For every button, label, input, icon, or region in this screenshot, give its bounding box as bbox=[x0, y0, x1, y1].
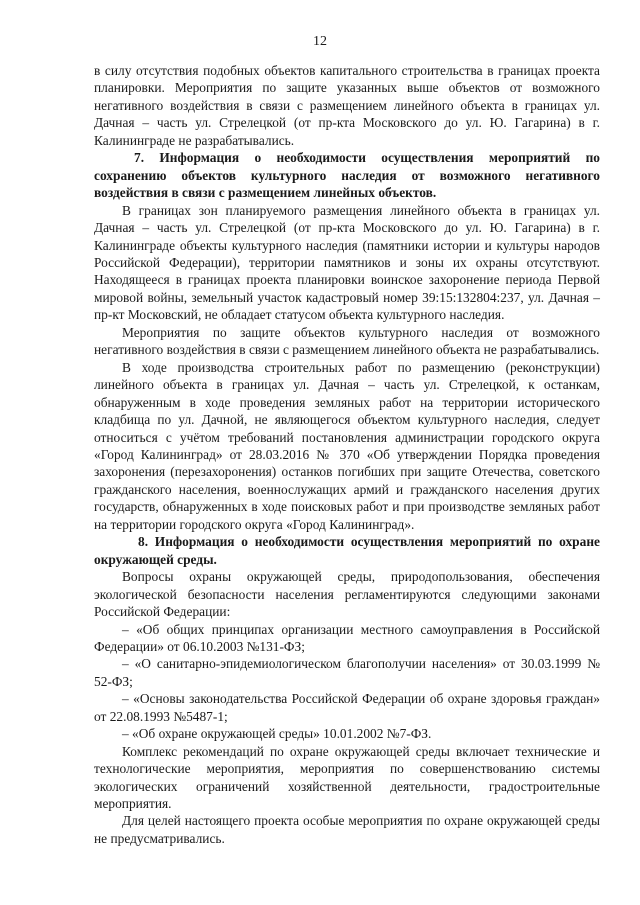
law-list-item: – «Основы законодательства Российской Федерации об охране здоровья граждан» от 22.08.1993 №5487-1; bbox=[94, 691, 600, 724]
section-7-heading: 7. Информация о необходимости осуществления мероприятий по сохранению объектов культурного наследия от возможного негативного воздействия в связи с размещением линейных объектов. bbox=[94, 150, 600, 201]
section-7-paragraph: В границах зон планируемого размещения линейного объекта в границах ул. Дачная – часть ул. Стрелецкой (от пр-кта Московского до ул. Ю. Гагарина) в г. Калининграде объекты культурного наследия (памятники истории и культуры народов Российской Федерации), территории памятников и зоны их охраны отсутствуют. Находящееся в границах проекта планировки воинское захоронение периода Первой мировой войны, земельный участок кадастровый номер 39:15:132804:237, ул. Дачная – пр-кт Московский, не обладает статусом объекта культурного наследия. bbox=[94, 202, 600, 323]
section-7-paragraph: В ходе производства строительных работ по размещению (реконструкции) линейного объекта в границах ул. Дачная – часть ул. Стрелецкой, к останкам, обнаруженным в ходе проведения земляных работ на территории исторического кладбища по ул. Дачной, не являющегося объектом культурного наследия, следует относиться с учётом требований постановления администрации городского округа «Город Калининград» от 28.03.2016 № 370 «Об утверждении Порядка проведения захоронения (перезахоронения) останков погибших при защите Отечества, советского гражданского населения, военнослужащих армий и гражданского населения других государств, обнаруженных в ходе поисковых работ и при производстве земляных работ на территории городского округа «Город Калининград». bbox=[94, 359, 600, 532]
law-list-item: – «Об охране окружающей среды» 10.01.2002 №7-ФЗ. bbox=[122, 726, 432, 742]
section-8-paragraph: Вопросы охраны окружающей среды, природопользования, обеспечения экологической безопасности населения регламентируются следующими законами Российской Федерации: bbox=[94, 569, 600, 620]
section-7-paragraph: Мероприятия по защите объектов культурного наследия от возможного негативного воздействия в связи с размещением линейного объекта не разрабатывались. bbox=[94, 324, 600, 358]
section-8-heading: 8. Информация о необходимости осуществления мероприятий по охране окружающей среды. bbox=[94, 534, 600, 567]
law-list-item: – «Об общих принципах организации местного самоуправления в Российской Федерации» от 06.10.2003 №131-ФЗ; bbox=[94, 621, 600, 654]
law-list-item: – «О санитарно-эпидемиологическом благополучии населения» от 30.03.1999 № 52-ФЗ; bbox=[94, 656, 600, 689]
intro-paragraph: в силу отсутствия подобных объектов капитального строительства в границах проекта планировки. Мероприятия по защите указанных выше объектов от возможного негативного воздействия в связи с размещением линейного объекта в границах ул. Дачная – часть ул. Стрелецкой (от пр-кта Московского до ул. Ю. Гагарина) в г. Калининграде не разрабатывались. bbox=[94, 63, 600, 148]
section-8-paragraph: Для целей настоящего проекта особые мероприятия по охране окружающей среды не предусматривались. bbox=[94, 813, 600, 846]
page-number: 12 bbox=[313, 34, 327, 49]
document-body bbox=[94, 62, 600, 847]
section-8-paragraph: Комплекс рекомендаций по охране окружающей среды включает технические и технологические мероприятия, мероприятия по совершенствованию системы экологических ограничений хозяйственной деятельности, градостроительные мероприятия. bbox=[94, 743, 600, 812]
